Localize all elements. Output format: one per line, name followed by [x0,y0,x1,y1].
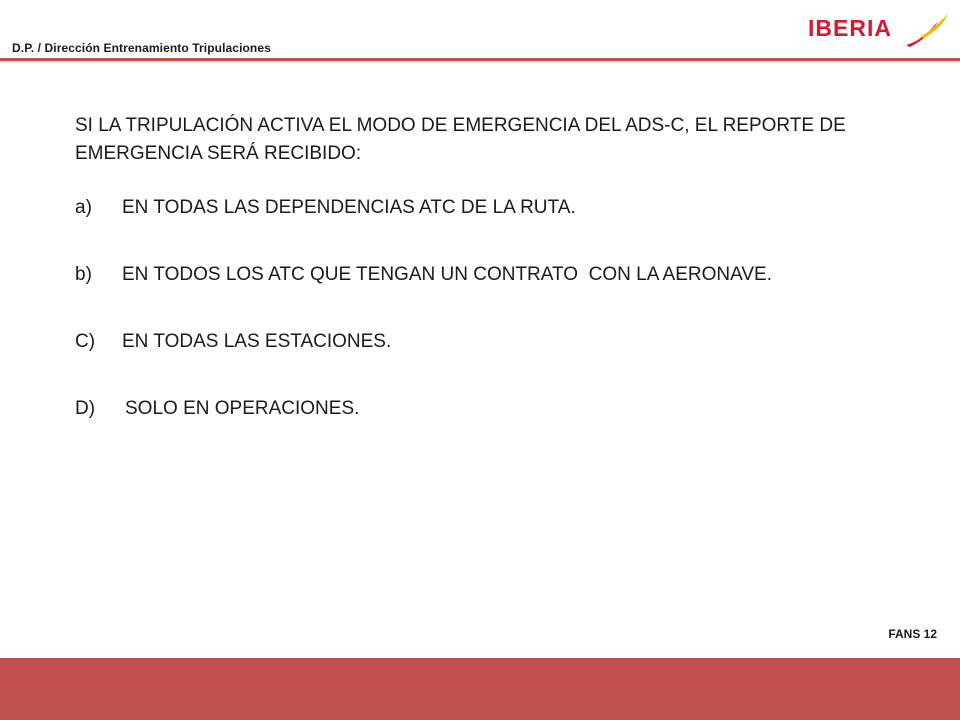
option-d [75,395,895,423]
iberia-logo [808,12,950,48]
department-title: D.P. / Dirección Entrenamiento Tripulaciones [12,41,271,55]
question-text: SI LA TRIPULACIÓN ACTIVA EL MODO DE EMERGENCIA DEL ADS-C, EL REPORTE DE EMERGENCIA SERÁ RECIBIDO: [75,115,846,164]
option-text: EN TODAS LAS DEPENDENCIAS ATC DE LA RUTA. [122,197,576,218]
logo-wordmark: IBERIA [808,15,892,41]
option-a [75,194,895,222]
option-text: SOLO EN OPERACIONES. [125,398,360,419]
option-text: EN TODOS LOS ATC QUE TENGAN UN CONTRATO CON LA AERONAVE. [122,264,773,285]
option-letter: a) [75,197,92,218]
option-letter: D) [75,398,96,419]
iberia-swoosh-icon [904,12,950,48]
footer-band [0,658,960,720]
option-letter: C) [75,331,96,352]
option-text: EN TODAS LAS ESTACIONES. [122,331,392,352]
option-b [75,261,895,289]
option-c [75,328,895,356]
option-letter: b) [75,264,92,285]
header-divider-shadow [0,61,960,64]
question-block [75,112,895,423]
slide-code: FANS 12 [888,627,937,641]
